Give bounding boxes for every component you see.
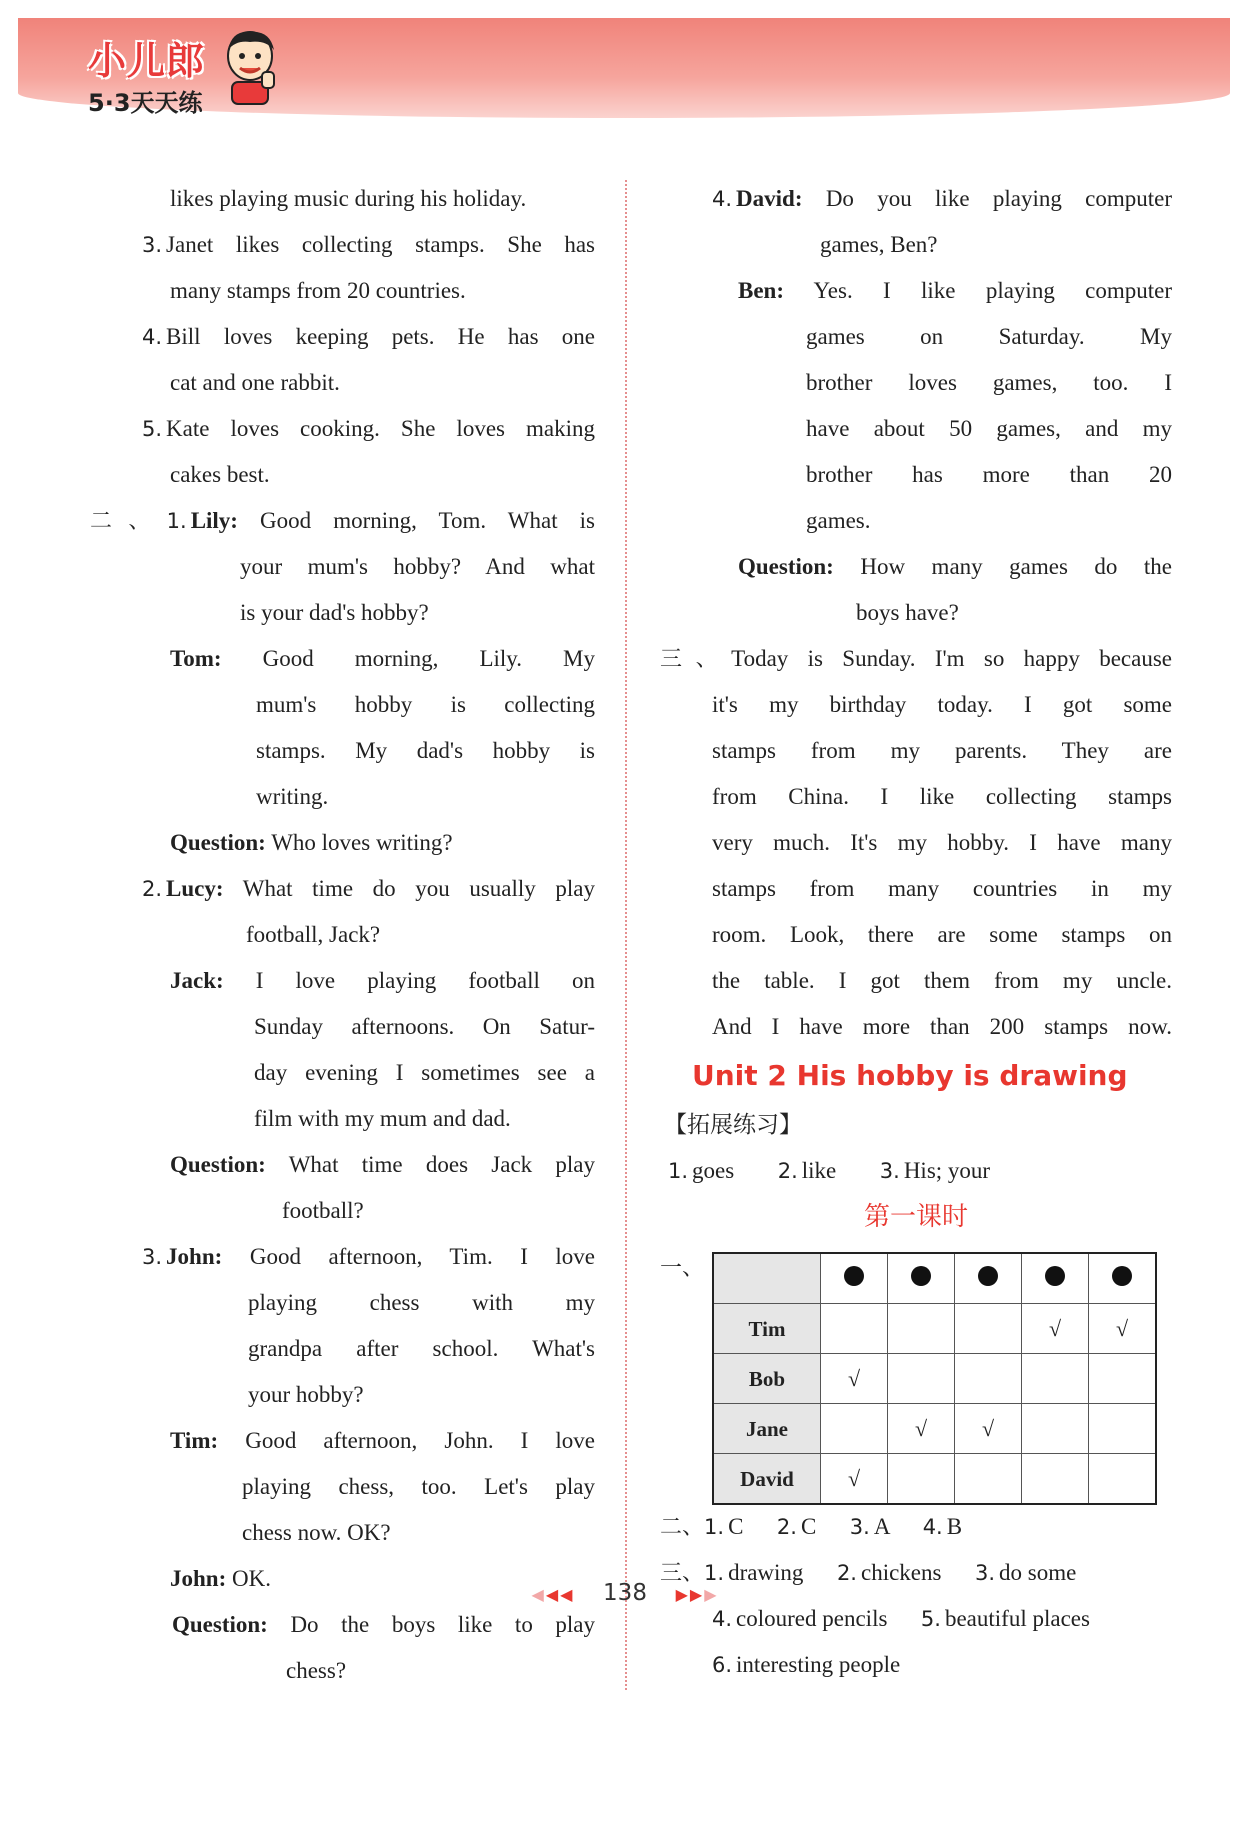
speaker: Tim: (170, 1428, 219, 1453)
table-cell (888, 1454, 955, 1505)
answer: coloured pencils (736, 1606, 888, 1631)
text-line: cakes best. (170, 462, 270, 487)
table-row (713, 1354, 1156, 1404)
text: Who loves writing? (271, 830, 453, 855)
section-marker: 二、 (660, 1515, 705, 1540)
hobby-picture-1 (821, 1253, 888, 1304)
answers-section-2 (660, 1504, 1172, 1550)
column-divider (625, 180, 627, 1690)
hobby-picture-2 (888, 1253, 955, 1304)
row-name: Bob (713, 1354, 821, 1404)
table-cell: √ (955, 1404, 1022, 1454)
text-line: film with my mum and dad. (254, 1106, 511, 1131)
table-cell (955, 1304, 1022, 1354)
hobby-picture-5 (1089, 1253, 1157, 1304)
speaker: Tom: (170, 646, 222, 671)
item-number: 2. (776, 1515, 797, 1539)
text-line: grandpa after school. What's (248, 1336, 595, 1361)
table-cell: √ (821, 1354, 888, 1404)
question-4 (660, 544, 1172, 590)
item-number: 4. (712, 1607, 733, 1631)
section-marker: 二、 (90, 509, 167, 534)
speaker: David: (736, 186, 803, 211)
text: Yes. I like playing computer (813, 278, 1172, 303)
dialogue-1-lily (90, 498, 595, 544)
answer-4 (90, 314, 595, 360)
table-cell (821, 1404, 888, 1454)
dialogue-2-jack (90, 958, 595, 1004)
item-number: 4. (712, 187, 733, 211)
table-cell (1089, 1354, 1157, 1404)
passage-line: room. Look, there are some stamps on (712, 922, 1172, 947)
text: Good afternoon, John. I love (245, 1428, 596, 1453)
text: I love playing football on (255, 968, 595, 993)
text: What time does Jack play (288, 1152, 595, 1177)
answer: B (946, 1514, 963, 1539)
table-row (713, 1454, 1156, 1505)
passage-line (660, 636, 1172, 682)
lesson-heading: 第一课时 (863, 1202, 968, 1232)
table-cell: √ (821, 1454, 888, 1505)
text-line: boys have? (856, 600, 959, 625)
section-marker: 三、 (660, 647, 732, 672)
hobby-table-block (660, 1246, 1172, 1504)
speaker: Lucy: (166, 876, 224, 901)
hobby-table (712, 1252, 1157, 1505)
speaker: John: (166, 1244, 223, 1269)
item-number: 3. (849, 1515, 870, 1539)
text: What time do you usually play (242, 876, 595, 901)
left-arrows-icon: ◀◀◀ (531, 1585, 575, 1604)
passage-line: from China. I like collecting stamps (712, 784, 1172, 809)
item-number: 3. (974, 1561, 995, 1585)
question-2 (90, 1142, 595, 1188)
answer: do some (999, 1560, 1077, 1585)
unit-title: Unit 2 His hobby is drawing (692, 1059, 1128, 1092)
table-cell (821, 1304, 888, 1354)
dialogue-3-tim (90, 1418, 595, 1464)
table-cell (888, 1304, 955, 1354)
table-header-row (713, 1253, 1156, 1304)
page-number: 138 (603, 1580, 647, 1606)
question-label: Question: (170, 830, 266, 855)
table-corner (713, 1253, 821, 1304)
answer: His; your (903, 1158, 991, 1183)
text-line: games. (806, 508, 871, 533)
picture-icon (1045, 1266, 1065, 1286)
text-line: many stamps from 20 countries. (170, 278, 466, 303)
dialogue-3-john (90, 1234, 595, 1280)
answer: goes (692, 1158, 735, 1183)
text-line: mum's hobby is collecting (256, 692, 595, 717)
page-footer (0, 1580, 1250, 1606)
answer: chickens (860, 1560, 942, 1585)
row-name: Jane (713, 1404, 821, 1454)
answer: A (873, 1514, 890, 1539)
table-cell (1022, 1404, 1089, 1454)
table-row (713, 1304, 1156, 1354)
item-number: 4. (922, 1515, 943, 1539)
right-column (660, 176, 1172, 1688)
item-number: 4. (142, 325, 163, 349)
item-number: 3. (879, 1159, 900, 1183)
text: Bill loves keeping pets. He has one (166, 324, 595, 349)
text-line: your hobby? (248, 1382, 364, 1407)
picture-icon (844, 1266, 864, 1286)
answer: like (801, 1158, 837, 1183)
item-number: 5. (920, 1607, 941, 1631)
table-cell (955, 1354, 1022, 1404)
question-label: Question: (172, 1612, 268, 1637)
left-column (90, 176, 595, 1694)
item-number: 1. (704, 1515, 725, 1539)
speaker: John: (170, 1566, 227, 1591)
speaker: Lily: (190, 508, 238, 533)
section-heading: 【拓展练习】 (664, 1112, 802, 1138)
text-line: your mum's hobby? And what (240, 554, 595, 579)
table-row (713, 1404, 1156, 1454)
answer: C (800, 1514, 817, 1539)
item-number: 2. (836, 1561, 857, 1585)
item-number: 2. (777, 1159, 798, 1183)
text-line: chess now. OK? (242, 1520, 391, 1545)
picture-icon (911, 1266, 931, 1286)
item-number: 1. (668, 1159, 689, 1183)
text: Good morning, Lily. My (262, 646, 595, 671)
mascot-icon (222, 26, 278, 106)
table-cell (1022, 1454, 1089, 1505)
question-label: Question: (170, 1152, 266, 1177)
speaker: Jack: (170, 968, 224, 993)
text-line: have about 50 games, and my (806, 416, 1172, 441)
picture-icon (1112, 1266, 1132, 1286)
text-line: is your dad's hobby? (240, 600, 429, 625)
section-marker: 三、 (660, 1561, 705, 1586)
text-line: brother loves games, too. I (806, 370, 1172, 395)
text: OK. (232, 1566, 271, 1591)
dialogue-4-ben (660, 268, 1172, 314)
item-number: 1. (704, 1561, 725, 1585)
answer: drawing (728, 1560, 804, 1585)
right-arrows-icon: ▶▶▶ (675, 1585, 719, 1604)
text-line: cat and one rabbit. (170, 370, 340, 395)
table-cell (1022, 1354, 1089, 1404)
passage-line: very much. It's my hobby. I have many (712, 830, 1172, 855)
text-line: football, Jack? (246, 922, 381, 947)
text-line: football? (282, 1198, 364, 1223)
extension-answers (660, 1148, 1172, 1194)
text: Kate loves cooking. She loves making (166, 416, 595, 441)
passage-line: it's my birthday today. I got some (712, 692, 1172, 717)
passage-line: stamps from many countries in my (712, 876, 1172, 901)
table-cell: √ (1022, 1304, 1089, 1354)
item-number: 2. (142, 877, 163, 901)
hobby-picture-4 (1022, 1253, 1089, 1304)
text: Today is Sunday. I'm so happy because (731, 646, 1172, 671)
answer: C (728, 1514, 744, 1539)
item-number: 6. (712, 1653, 733, 1677)
text: Good morning, Tom. What is (260, 508, 596, 533)
answer: interesting people (736, 1652, 901, 1677)
question-label: Question: (738, 554, 834, 579)
table-cell (955, 1454, 1022, 1505)
dialogue-2-lucy (90, 866, 595, 912)
series-name: 5·3天天练 (88, 89, 203, 117)
section-marker: 一、 (660, 1256, 705, 1281)
question-3 (90, 1602, 595, 1648)
text-line: writing. (256, 784, 329, 809)
answer: beautiful places (944, 1606, 1090, 1631)
item-number: 1. (166, 509, 187, 533)
table-cell (1089, 1404, 1157, 1454)
answers-section-3-last (660, 1642, 1172, 1688)
picture-icon (978, 1266, 998, 1286)
text-line: games, Ben? (820, 232, 938, 257)
item-number: 3. (142, 1245, 163, 1269)
dialogue-4-david (660, 176, 1172, 222)
text-line: stamps. My dad's hobby is (256, 738, 595, 763)
table-cell (1089, 1454, 1157, 1505)
text: Janet likes collecting stamps. She has (166, 232, 595, 257)
text: How many games do the (860, 554, 1172, 579)
item-number: 5. (142, 417, 163, 441)
table-cell (888, 1354, 955, 1404)
text: Good afternoon, Tim. I love (249, 1244, 596, 1269)
text-line: playing chess with my (248, 1290, 595, 1315)
table-cell: √ (1089, 1304, 1157, 1354)
row-name: David (713, 1454, 821, 1505)
table-cell: √ (888, 1404, 955, 1454)
passage-line: And I have more than 200 stamps now. (712, 1014, 1172, 1039)
text-line: chess? (286, 1658, 347, 1683)
text: Do the boys like to play (290, 1612, 596, 1637)
text-line: games on Saturday. My (806, 324, 1172, 349)
brand-logo (88, 30, 205, 118)
text: Do you like playing computer (825, 186, 1172, 211)
dialogue-1-tom (90, 636, 595, 682)
text-line: day evening I sometimes see a (254, 1060, 595, 1085)
question-1 (90, 820, 595, 866)
passage-line: the table. I got them from my uncle. (712, 968, 1172, 993)
text-line: Sunday afternoons. On Satur- (254, 1014, 595, 1039)
text-line: playing chess, too. Let's play (242, 1474, 595, 1499)
answer-5 (90, 406, 595, 452)
text-line: brother has more than 20 (806, 462, 1172, 487)
hobby-picture-3 (955, 1253, 1022, 1304)
brand-name: 小儿郎 (88, 39, 206, 83)
passage-line: stamps from my parents. They are (712, 738, 1172, 763)
text-line: likes playing music during his holiday. (170, 186, 527, 211)
item-number: 3. (142, 233, 163, 257)
speaker: Ben: (738, 278, 784, 303)
row-name: Tim (713, 1304, 821, 1354)
answer-3 (90, 222, 595, 268)
